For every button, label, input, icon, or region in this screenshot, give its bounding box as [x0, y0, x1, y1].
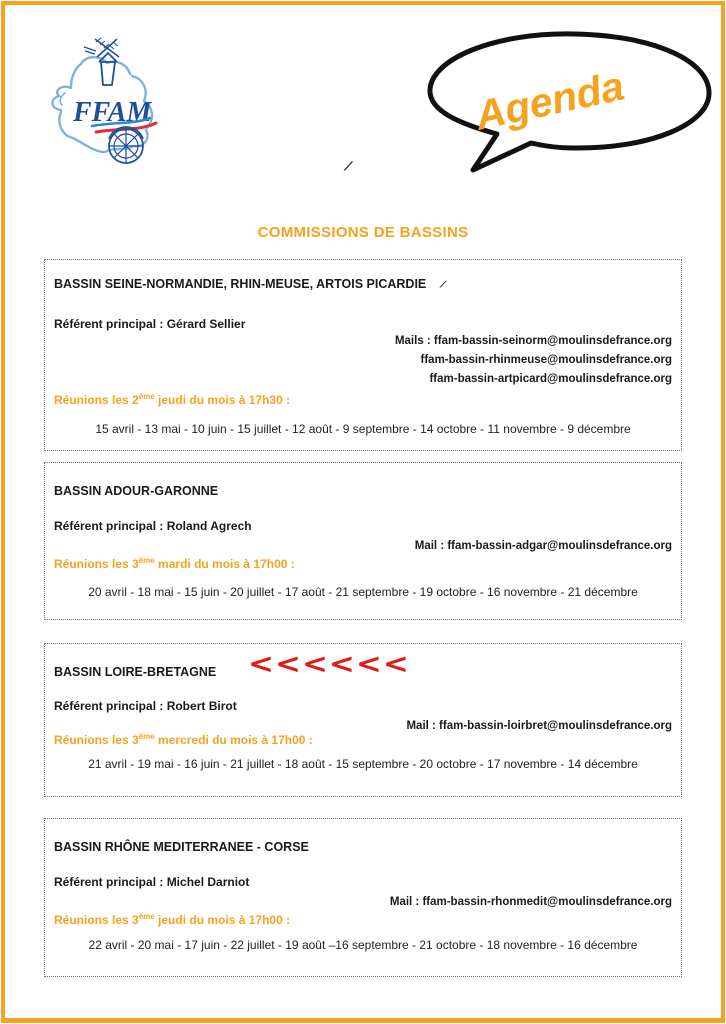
mail-lines: [390, 893, 672, 912]
mail-line: ffam-bassin-artpicard@moulinsdefrance.org: [429, 373, 672, 385]
ffam-logo: [40, 33, 180, 173]
basin-title-text: BASSIN SEINE-NORMANDIE, RHIN-MEUSE, ARTOIS PICARDIE: [54, 277, 427, 291]
referent-line: Référent principal : Robert Birot: [54, 699, 237, 713]
basin-card-rhone-mediterranee-corse: [44, 818, 682, 977]
mail-line: ffam-bassin-rhinmeuse@moulinsdefrance.org: [420, 354, 672, 366]
mail-line: Mail : ffam-bassin-rhonmedit@moulinsdefrance.org: [389, 896, 672, 908]
reunions-suffix: mercredi du mois à 17h00 :: [154, 733, 313, 747]
mail-lines: [406, 717, 672, 736]
reunions-line: [54, 732, 313, 747]
basin-title: BASSIN ADOUR-GARONNE: [54, 484, 219, 498]
logo-ffam-text: FFAM: [73, 97, 152, 128]
meeting-dates: 21 avril - 19 mai - 16 juin - 21 juillet - 18 août - 15 septembre - 20 octobre - 17 novembre - 14 décembre: [88, 757, 638, 771]
reunions-ordinal-sup: ème: [138, 392, 155, 401]
reunions-suffix: jeudi du mois à 17h30 :: [154, 393, 291, 407]
page-title: COMMISSIONS DE BASSINS: [257, 224, 469, 241]
mail-lines: [415, 537, 672, 556]
basin-card-adour-garonne: [44, 462, 682, 620]
mail-lines: [395, 332, 672, 389]
mail-line: Mails : ffam-bassin-seinorm@moulinsdefrance.org: [394, 335, 672, 347]
mail-line: Mail : ffam-bassin-adgar@moulinsdefrance.org: [414, 540, 672, 552]
reunions-line: [54, 392, 290, 407]
agenda-bubble-text: Agenda: [471, 62, 628, 139]
basin-card-loire-bretagne: [44, 643, 682, 797]
title-pen-mark: ⁄: [441, 278, 446, 292]
basin-title: BASSIN LOIRE-BRETAGNE: [54, 665, 217, 679]
reunions-ordinal-sup: ème: [138, 732, 155, 741]
reunions-suffix: mardi du mois à 17h00 :: [154, 557, 295, 571]
red-chevrons-annotation: <<<<<<: [248, 648, 410, 680]
reunions-prefix: Réunions les 3: [54, 913, 139, 927]
reunions-ordinal-sup: ème: [138, 556, 155, 565]
reunions-prefix: Réunions les 2: [54, 393, 139, 407]
reunions-prefix: Réunions les 3: [54, 733, 139, 747]
mail-line: Mail : ffam-bassin-loirbret@moulinsdefrance.org: [406, 720, 672, 732]
water-wheel-icon: [109, 127, 143, 163]
reunions-line: [54, 912, 290, 927]
stray-pen-mark: ⁄: [345, 157, 351, 176]
referent-line: Référent principal : Gérard Sellier: [54, 317, 246, 331]
reunions-prefix: Réunions les 3: [54, 557, 139, 571]
basin-title: [54, 277, 444, 291]
basin-title: BASSIN RHÔNE MEDITERRANEE - CORSE: [54, 840, 309, 854]
meeting-dates: 15 avril - 13 mai - 10 juin - 15 juillet - 12 août - 9 septembre - 14 octobre - 11 novembre - 9 décembre: [95, 422, 631, 436]
windmill-icon: [84, 38, 119, 85]
basin-card-seine-normandie: [44, 259, 682, 451]
reunions-suffix: jeudi du mois à 17h00 :: [154, 913, 291, 927]
reunions-ordinal-sup: ème: [138, 912, 155, 921]
referent-line: Référent principal : Roland Agrech: [54, 519, 252, 533]
referent-line: Référent principal : Michel Darniot: [54, 875, 250, 889]
agenda-bubble: [423, 28, 715, 180]
meeting-dates: 20 avril - 18 mai - 15 juin - 20 juillet - 17 août - 21 septembre - 19 octobre - 16 novembre - 21 décembre: [88, 585, 638, 599]
reunions-line: [54, 556, 295, 571]
meeting-dates: 22 avril - 20 mai - 17 juin - 22 juillet - 19 août –16 septembre - 21 octobre - 18 novembre - 16 décembre: [88, 938, 638, 952]
